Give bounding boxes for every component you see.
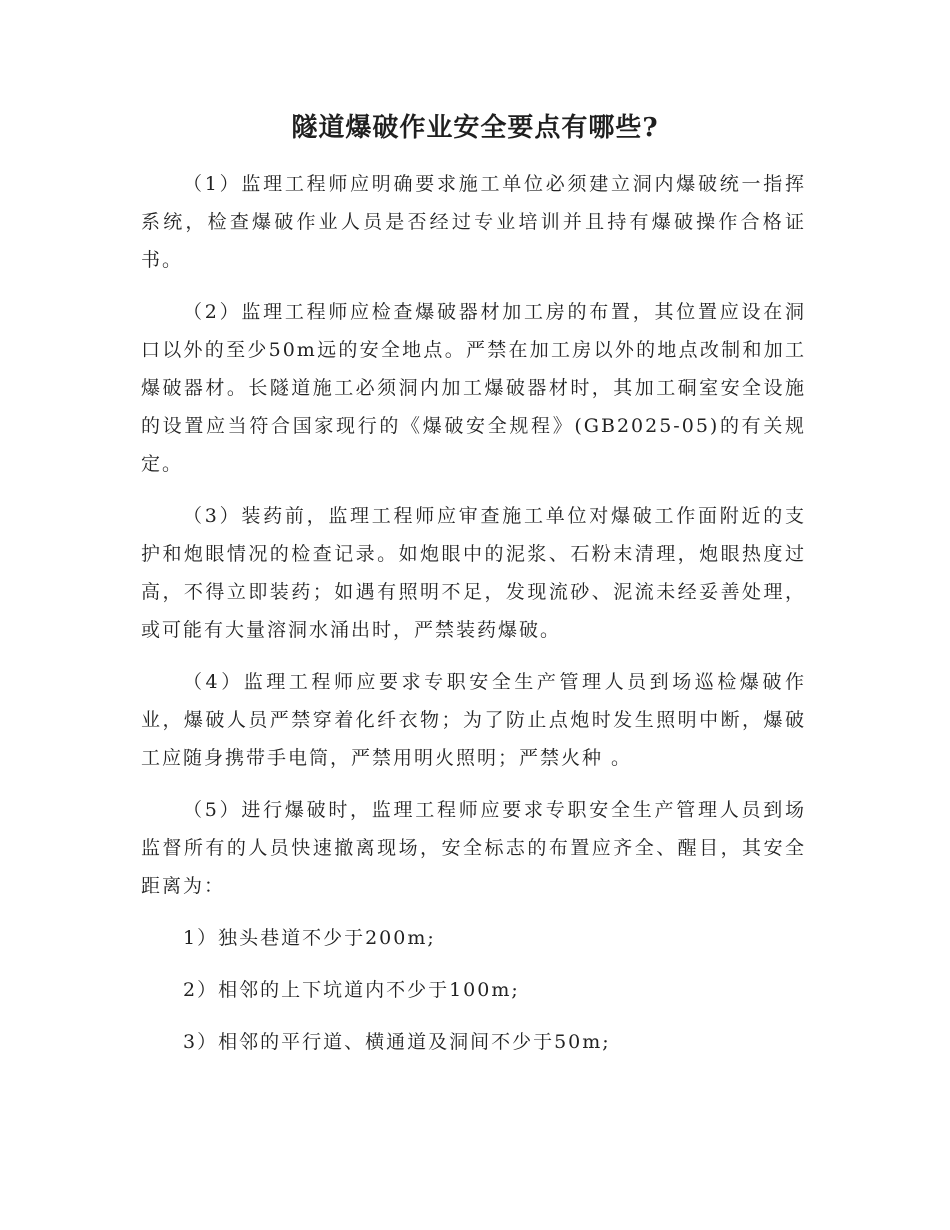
paragraph-2: （2）监理工程师应检查爆破器材加工房的布置，其位置应设在洞口以外的至少50m远的安全地点。严禁在加工房以外的地点改制和加工爆破器材。长隧道施工必须洞内加工爆破器材时，其加工硐室安全设施的设置应当符合国家现行的《爆破安全规程》(GB2025-05)的有关规定。 (141, 301, 806, 475)
paragraph-3: （3）装药前，监理工程师应审查施工单位对爆破工作面附近的支护和炮眼情况的检查记录。如炮眼中的泥浆、石粉末清理，炮眼热度过高，不得立即装药；如遇有照明不足，发现流砂、泥流未经妥善处理，或可能有大量溶洞水涌出时，严禁装药爆破。 (141, 505, 806, 641)
paragraph-1: （1）监理工程师应明确要求施工单位必须建立洞内爆破统一指挥系统，检查爆破作业人员是否经过专业培训并且持有爆破操作合格证书。 (141, 173, 806, 271)
document-title: 隧道爆破作业安全要点有哪些? (291, 113, 659, 143)
paragraph-5: （5）进行爆破时，监理工程师应要求专职安全生产管理人员到场监督所有的人员快速撤离现场，安全标志的布置应齐全、醒目，其安全距离为： (141, 799, 806, 897)
paragraph-4: （4）监理工程师应要求专职安全生产管理人员到场巡检爆破作业，爆破人员严禁穿着化纤衣物；为了防止点炮时发生照明中断，爆破工应随身携带手电筒，严禁用明火照明；严禁火种 。 (141, 671, 806, 769)
list-item-1: 1）独头巷道不少于200m; (183, 927, 436, 949)
list-item-2: 2）相邻的上下坑道内不少于100m; (183, 979, 520, 1001)
list-item-3: 3）相邻的平行道、横通道及洞间不少于50m; (183, 1031, 611, 1053)
document-body (141, 165, 806, 1075)
